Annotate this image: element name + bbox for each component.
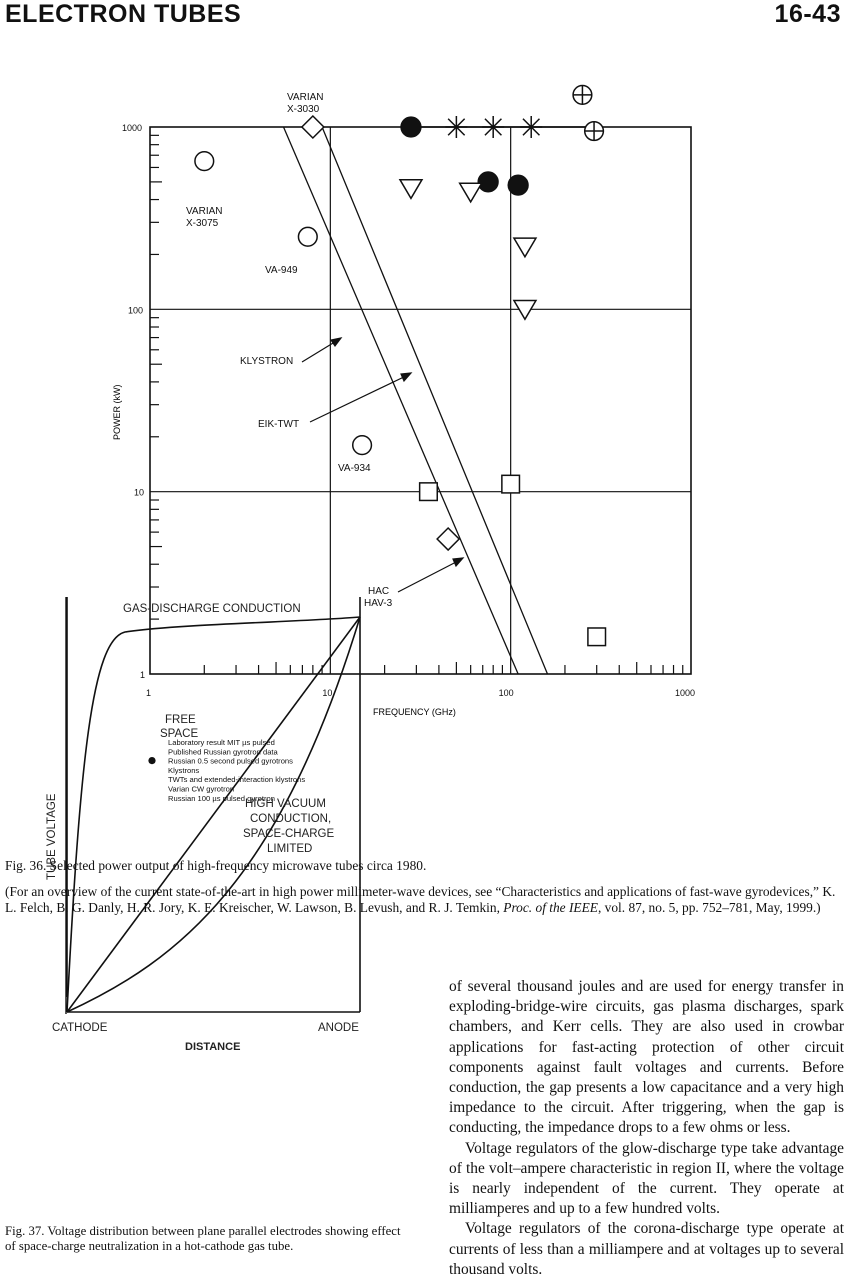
fig37-caption: Fig. 37. Voltage distribution between plane parallel electrodes showing effect of space-charge neutralization in a hot-cathode gas tube. bbox=[5, 1224, 401, 1253]
eiktwt-arrowhead bbox=[401, 373, 411, 381]
data-point-diamond bbox=[302, 116, 324, 138]
annot-va934: VA-934 bbox=[338, 463, 371, 474]
data-point-diamond bbox=[437, 528, 459, 550]
y-axis-label: TUBE VOLTAGE bbox=[46, 793, 58, 880]
data-point-filled-circle bbox=[478, 172, 498, 192]
overview-note bbox=[5, 884, 843, 916]
data-point-asterisk bbox=[445, 116, 467, 138]
annot-va949: VA-949 bbox=[265, 265, 298, 276]
legend-label: Published Russian gyrotron data bbox=[168, 747, 278, 757]
body-paragraph: Voltage regulators of the glow-discharge type take advantage of the volt–ampere characteristic in region II, where the voltage is nearly independent of the current. They operate at milliamperes and up to a few hundred volts. bbox=[449, 1139, 844, 1218]
data-point-square bbox=[502, 475, 520, 493]
data-point-triangle-down bbox=[400, 180, 422, 199]
fig36-caption: Fig. 36. Selected power output of high-frequency microwave tubes circa 1980. bbox=[5, 858, 427, 873]
high-vacuum-label-4: LIMITED bbox=[267, 843, 313, 855]
hac-arrowhead bbox=[453, 558, 463, 566]
y-axis-title: POWER (kW) bbox=[112, 384, 122, 440]
page-number: 16-43 bbox=[774, 0, 841, 28]
data-point-circle-plus bbox=[585, 122, 604, 141]
gas-discharge-label: GAS-DISCHARGE CONDUCTION bbox=[123, 603, 301, 615]
y-tick-label: 1000 bbox=[122, 123, 143, 133]
legend-label: TWTs and extended-interaction klystrons bbox=[168, 775, 306, 785]
x-tick-label: 1000 bbox=[675, 688, 696, 698]
body-text-column bbox=[449, 977, 844, 1280]
overview-note-citation: , vol. 87, no. 5, pp. 752–781, May, 1999.) bbox=[597, 900, 821, 915]
annot-varian-x3030-line2: X-3030 bbox=[287, 104, 320, 115]
legend-marker-asterisk bbox=[148, 794, 156, 802]
body-paragraph: of several thousand joules and are used for energy transfer in exploding-bridge-wire circuits, gas plasma discharges, spark chambers, and Kerr cells. They are also used in crowbar applications for fast-acting protection of other circuit components against fault voltages and currents. Before conduction, the gap presents a low capacitance and a very high impedance to the circuit. After triggering, when the gap is conducting, the impedance drops to a few ohms or less. bbox=[449, 978, 844, 1137]
data-point-asterisk bbox=[482, 116, 504, 138]
y-tick-label: 100 bbox=[128, 305, 144, 316]
legend-label: Klystrons bbox=[168, 765, 200, 775]
reference-line-klystron bbox=[284, 127, 519, 674]
plot-frame-rect bbox=[150, 127, 691, 674]
annot-varian-x3075-line1: VARIAN bbox=[186, 206, 223, 217]
data-point-circle bbox=[353, 436, 372, 455]
klystron-arrowhead bbox=[331, 338, 341, 346]
legend-label: Laboratory result MIT µs pulsed bbox=[168, 738, 275, 747]
annot-varian-x3075-line2: X-3075 bbox=[186, 218, 219, 229]
cathode-label: CATHODE bbox=[52, 1022, 108, 1034]
data-point-square bbox=[420, 483, 438, 501]
high-vacuum-label-1: HIGH VACUUM bbox=[245, 798, 326, 810]
y-tick-label: 1 bbox=[140, 670, 146, 680]
data-point-filled-circle bbox=[401, 117, 421, 137]
legend-marker-circle-plus bbox=[149, 739, 156, 746]
annot-eiktwt: EIK-TWT bbox=[258, 419, 300, 430]
high-vacuum-label-2: CONDUCTION, bbox=[250, 813, 332, 825]
legend-label: Russian 0.5 second pulsed gyrotrons bbox=[168, 756, 293, 766]
data-point-triangle-down bbox=[460, 183, 482, 202]
legend-marker-diamond bbox=[148, 775, 156, 783]
overview-note-journal: Proc. of the IEEE bbox=[503, 900, 598, 915]
x-tick-label: 10 bbox=[322, 688, 333, 698]
x-axis-title: FREQUENCY (GHz) bbox=[373, 707, 456, 717]
data-point-circle bbox=[298, 227, 317, 246]
legend bbox=[148, 738, 305, 803]
data-point-circle bbox=[195, 152, 214, 171]
hac-arrow bbox=[398, 560, 460, 592]
data-point-asterisk bbox=[520, 116, 542, 138]
body-paragraph: Voltage regulators of the corona-discharge type operate at currents of less than a milliampere and at voltages up to several thousand volts. bbox=[449, 1220, 844, 1278]
data-point-triangle-down bbox=[514, 238, 536, 257]
y-tick-label: 10 bbox=[134, 487, 145, 498]
x-tick-label: 100 bbox=[498, 688, 514, 698]
anode-label: ANODE bbox=[318, 1022, 359, 1034]
free-space-label-1: FREE bbox=[165, 714, 196, 726]
x-tick-label: 1 bbox=[146, 688, 152, 698]
data-point-filled-circle bbox=[508, 175, 528, 195]
annot-hac-line1: HAC bbox=[368, 586, 390, 597]
legend-marker-triangle-down bbox=[148, 785, 156, 792]
legend-marker-circle bbox=[149, 767, 156, 774]
free-space-label-2: SPACE bbox=[160, 728, 199, 740]
annot-hac-line2: HAV-3 bbox=[364, 598, 393, 609]
overview-note-text: (For an overview of the current state-of-the-art in high power millimeter-wave devices, see “Characteristics and applications of fast-wave gyrodevices,” K. L. Felch, B. G. Danly, H. R. Jory, K. E. Kreischer, W. Lawson, B. Levush, and R. J. Temkin, bbox=[5, 884, 836, 915]
distance-label: DISTANCE bbox=[185, 1041, 241, 1053]
annot-klystron: KLYSTRON bbox=[240, 356, 294, 367]
legend-label: Russian 100 µs pulsed gyrotron bbox=[168, 793, 275, 803]
legend-label: Varian CW gyrotron bbox=[168, 784, 235, 794]
eiktwt-arrow bbox=[310, 375, 408, 422]
high-vacuum-label-3: SPACE-CHARGE bbox=[243, 828, 335, 840]
legend-marker-square bbox=[149, 748, 155, 754]
data-point-square bbox=[588, 628, 606, 646]
data-point-circle-plus bbox=[573, 86, 592, 105]
legend-marker-filled-circle bbox=[148, 757, 155, 764]
annot-varian-x3030-line1: VARIAN bbox=[287, 92, 324, 103]
running-header-title: ELECTRON TUBES bbox=[5, 0, 242, 28]
